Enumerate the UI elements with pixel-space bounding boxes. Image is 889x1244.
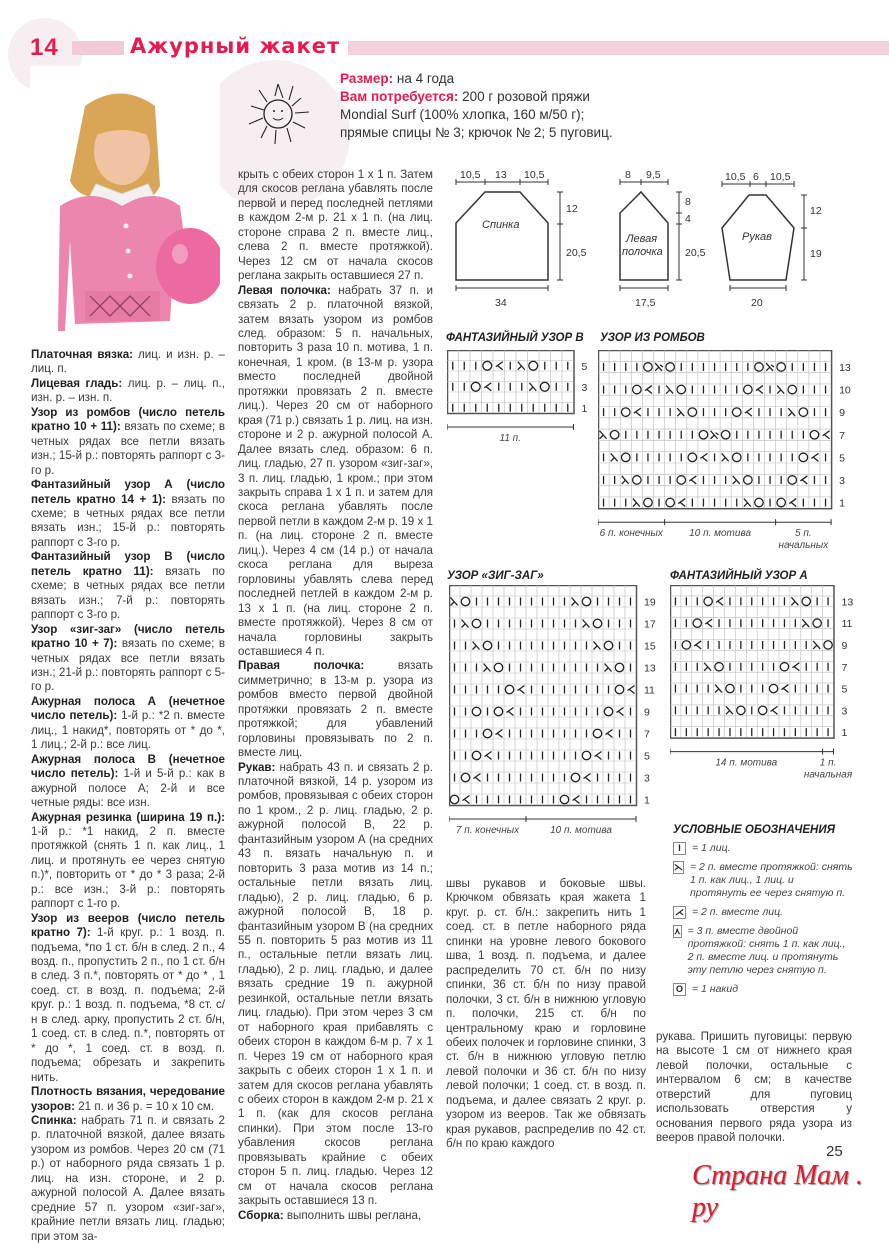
paragraph-text: лиц. р. – лиц. п., изн. р. – изн. п. (31, 376, 225, 405)
paragraph-heading: Ажурная полоса А (нечетное число петель): (31, 694, 225, 723)
svg-text:10 п. мотива: 10 п. мотива (550, 825, 612, 836)
instruction-paragraph (238, 1209, 433, 1223)
paragraph-heading: Платочная вязка: (31, 348, 134, 361)
svg-text:17,5: 17,5 (635, 297, 656, 309)
need-value: 200 г розовой пряжи (462, 89, 590, 104)
svg-text:1: 1 (841, 727, 848, 740)
legend-text: = 1 накид (692, 983, 739, 995)
svg-text:20: 20 (751, 297, 763, 309)
instructions-column-2 (238, 168, 433, 1223)
svg-text:5: 5 (839, 452, 845, 465)
knit-stitch-icon: I (673, 842, 686, 855)
paragraph-text: крыть с обеих сторон 1 х 1 п. Затем для скосов реглана убавлять после первой и перед последней петлями в каждом 2-м р. 21 х 1 п. (на лиц. стороне справа 2 п. вместе лиц., слева 2 п. вместе протяжкой). Через 12 см от начала скосов реглана закрыть оставшиеся 27 п. (238, 168, 433, 283)
paragraph-heading: Плотность вязания, чередование узоров: (31, 1085, 225, 1113)
instruction-paragraph (31, 348, 225, 377)
instruction-paragraph (31, 623, 225, 695)
instruction-paragraph (656, 1030, 852, 1146)
chart-fantasy-b (447, 350, 604, 466)
svg-text:9,5: 9,5 (646, 169, 661, 181)
legend-item (673, 925, 853, 977)
paragraph-text: 1-й р.: *2 п. вместе лиц., 1 накид*, повторять от * до *, 1 лиц.; 2-й р.: все лиц. (31, 709, 225, 752)
paragraph-text: швы рукавов и боковые швы. Крючком обвязать края жакета 1 круг. р. ст. б/н.: закрепить нить 1 соед. ст. в петле наборного ряда спинки на уровне левого бокового шва, 1 возд. п. подъема, и далее распределить 70 ст. б/н по низу спинки, 36 ст. б/н по низу правой полочки, 3 ст. б/н в нижнюю угловую п. полочки, 215 ст. б/н по центральному краю и горловине обеих полочек и горловине спинки, 3 ст. б/н в нижнюю угловую петлю левой полочки и 36 ст. б/н по низу левой полочки; 1 соед. ст. в возд. п. подъема, и далее связать 2 круг. р. узором из вееров. Так же обвязать края рукавов, распределив по 42 ст. б/н по краю каждого (446, 877, 646, 1151)
paragraph-heading: Ажурная резинка (ширина 19 п.): (31, 810, 225, 824)
instruction-paragraph (31, 753, 225, 811)
project-number: 14 (30, 34, 59, 61)
legend-text: = 1 лиц. (692, 842, 731, 854)
watermark: Страна Мам . ру (692, 1160, 863, 1223)
chart-fantasy-a (670, 585, 864, 791)
svg-text:13: 13 (495, 169, 507, 181)
instruction-paragraph (31, 695, 225, 753)
svg-text:9: 9 (644, 706, 650, 719)
paragraph-heading: Лицевая гладь: (31, 376, 123, 390)
svg-text:Рукав: Рукав (742, 231, 772, 243)
svg-text:6: 6 (753, 171, 759, 183)
svg-text:3: 3 (644, 772, 650, 785)
paragraph-text: лиц. и изн. р. – лиц. п. (31, 348, 226, 376)
paragraph-text: 1-й р.: *1 накид, 2 п. вместе протяжкой (снять 1 п. как лиц., 1 лиц. и протянуть ее через снятую п.)*, повторить от * до * 3 раза; 2-й р.: все изн.; 3-й р.: повторять раппорт с 1-го р. (31, 824, 225, 911)
paragraph-heading: Сборка: (238, 1208, 284, 1222)
paragraph-text: набрать 71 п. и связать 2 р. платочной вязкой, далее вязать узором из ромбов. Через 20 см (71 р.) от наборного ряда связать 1 р. лиц. на изн. стороне, и 2 р. ажурной полосой А. Далее вязать средние 57 п. узором «зиг-заг», крайние петли вязать лиц. гладью; при этом за- (31, 1114, 225, 1243)
svg-text:9: 9 (841, 639, 848, 652)
paragraph-heading: Правая полочка: (238, 659, 365, 673)
legend-title: УСЛОВНЫЕ ОБОЗНАЧЕНИЯ (673, 824, 835, 836)
paragraph-text: набрать 43 п. и связать 2 р. платочной вязкой, 14 р. узором из ромбов, провязывая с обеих сторон по 1 кром., 2 р. лиц. гладью, 2 р. ажурной полосой В, 22 р. фантазийным узором А (на средних 43 п. вязать начальную п. и повторить 3 раза мотив из 14 п.; остальные петли вязать лиц. гладью), 2 р. лиц. гладью, 6 р. ажурной полосой В, 18 р. фантазийным узором В (на средних 55 п. повторить 5 раз мотив из 11 п., остальные петли вязать лиц. гладью), 2 р. лиц. гладью, и далее вязать средние 19 п. ажурной резинкой, остальные петли вязать лиц. гладью). При этом через 3 см от наборного края прибавлять с обеих сторон в каждом 6-м р. 7 х 1 п. Через 19 см от наборного края закрыть с обеих сторон 1 х 1 п. и затем для скосов реглана убавлять с обеих сторон в каждом 2-м р. 21 х 1 п. (как для скосов реглана спинки). При этом после 13-го убавления скосов реглана провязывать крайние с обеих сторон 5 п. лиц. гладью. Через 12 см от начала скосов реглана закрыть оставшиеся 13 п. (238, 760, 433, 1208)
svg-text:13: 13 (841, 596, 854, 609)
paragraph-heading: Узор из ромбов (число петель кратно 10 + 11): (31, 405, 225, 434)
svg-text:Спинка: Спинка (482, 219, 520, 231)
svg-text:10,5: 10,5 (725, 171, 746, 183)
svg-text:7: 7 (644, 728, 650, 741)
yarn-over-icon: O (673, 983, 686, 996)
header-band (72, 41, 124, 55)
header-band (348, 41, 889, 55)
svg-text:10: 10 (839, 384, 851, 397)
paragraph-text: выполнить швы реглана, (283, 1208, 422, 1222)
legend-text: = 3 п. вместе двойной протяжкой: снять 1 п. как лиц., 2 п. вместе лиц. и протянуть эту петлю через снятую п. (687, 925, 846, 976)
ssk-icon: ⋋ (674, 862, 683, 872)
tools-line: прямые спицы № 3; крючок № 2; 5 пуговиц. (340, 125, 613, 140)
legend-list (673, 842, 853, 1002)
instruction-paragraph (31, 478, 225, 550)
svg-text:8: 8 (625, 169, 631, 181)
legend-text: = 2 п. вместе протяжкой: снять 1 п. как лиц., 1 лиц. и протянуть ее через снятую п. (690, 861, 853, 899)
page-title: Ажурный жакет (130, 34, 341, 58)
legend-item (673, 842, 853, 855)
svg-text:8: 8 (685, 196, 691, 208)
materials-block (340, 70, 613, 142)
svg-text:13: 13 (839, 361, 851, 374)
paragraph-heading: Спинка: (31, 1114, 77, 1128)
svg-text:Левая: Левая (626, 233, 658, 245)
svg-text:20,5: 20,5 (685, 247, 706, 259)
svg-text:11: 11 (841, 618, 853, 631)
svg-text:1 п.: 1 п. (819, 757, 837, 769)
paragraph-text: набрать 37 п. и связать 2 р. платочной вязкой, затем вязать узором из ромбов след. образом: 5 п. начальных, повторить 3 раза 10 п. мотива, 1 п. конечная, 1 кром. (в 13-м р. узора вместо последней двойной протяжки провязать 2 п. вместе лиц.). Через 20 см от наборного края (71 р.) связать 1 р. лиц. на изн. стороне и 2 р. ажурной полосой А. Далее вязать след. образом: 6 п. лиц. гладью, 27 п. узором «зиг-заг», 3 п. лиц. гладью, 1 кром.; при этом закрыть справа 1 х 1 п. и затем для скоса реглана убавлять после первой петли в каждом 2-м р. 19 х 1 п. (на лиц. стороне 2 п. вместе лиц.). Через 4 см (14 р.) от начала скоса реглана для выреза горловины убавлять слева перед последней петлей в каждом 2-м р. 13 х 1 п. (на лиц. стороне 2 п. вместе протяжкой). Через 8 см от начала горловины закрыть оставшиеся 4 п. (238, 283, 433, 658)
svg-text:7: 7 (841, 661, 848, 674)
sun-icon (243, 78, 313, 148)
paragraph-text: вязать симметрично; в 13-м р. узора из ромбов вместо первой двойной протяжки провязать 2 п. вместе протяжкой; для убавлений горловины провязывать по 2 п. вместе лиц. (238, 659, 433, 760)
svg-text:3: 3 (839, 474, 845, 487)
legend-item (673, 983, 853, 996)
chart-zigzag (449, 585, 666, 858)
legend-item (673, 861, 853, 900)
svg-text:3: 3 (841, 705, 848, 718)
instruction-paragraph (31, 811, 225, 912)
svg-text:10 п. мотива: 10 п. мотива (689, 528, 752, 540)
paragraph-heading: Узор «зиг-заг» (число петель кратно 10 + 7): (31, 622, 225, 651)
paragraph-heading: Левая полочка: (238, 283, 331, 297)
instruction-paragraph (31, 377, 225, 406)
paragraph-text: 21 п. и 36 р. = 10 х 10 см. (75, 1099, 215, 1113)
instruction-paragraph (238, 761, 433, 1209)
instructions-column-4 (656, 1030, 852, 1146)
chart-title-fantasy-a: ФАНТАЗИЙНЫЙ УЗОР А (670, 570, 808, 582)
svg-text:1: 1 (839, 497, 845, 510)
svg-text:5: 5 (841, 683, 848, 696)
svg-text:4: 4 (685, 213, 691, 225)
instructions-column-3 (446, 877, 646, 1152)
paragraph-text: 1-й круг. р.: 1 возд. п. подъема, *по 1 ст. б/н в след. 2 п., 4 возд. п., пропустить 2 п., по 1 ст. б/н в след. 3 п.*, повторять от * до * , 1 соед. ст. в возд. п. подъема; 2-й круг. р.: 1 возд. п. подъема, *8 ст. с/н в след. арку, пропустить 2 ст. б/н, 1 соед. ст. в след. п.*, повторять от * до *, 1 соед. ст. в возд. п. подъема; обрезать и закрепить нить. (31, 926, 225, 1084)
instruction-paragraph (31, 912, 225, 1085)
svg-text:17: 17 (644, 618, 656, 631)
instruction-paragraph (31, 550, 225, 622)
svg-text:5: 5 (644, 750, 650, 763)
need-label: Вам потребуется: (340, 89, 459, 104)
instruction-paragraph (31, 1085, 225, 1114)
svg-text:15: 15 (644, 640, 656, 653)
legend-item (673, 906, 853, 919)
page-number: 25 (826, 1143, 843, 1160)
paragraph-text: вязать по схеме; в четных рядах все петли вязать изн.; 15-й р.: повторять раппорт с 3-го р. (31, 420, 225, 477)
svg-text:11: 11 (644, 684, 655, 697)
paragraph-heading: Фантазийный узор А (число петель кратно 14 + 1): (31, 478, 225, 506)
paragraph-text: рукава. Пришить пуговицы: первую на высоте 1 см от нижнего края левой полочки, остальные с интервалом 6 см; в качестве отверстий для пуговиц использовать отверстия у основания первого ряда узора из вееров правой полочки. (656, 1030, 852, 1145)
svg-text:начальная: начальная (803, 769, 853, 781)
instruction-paragraph (238, 659, 433, 760)
instructions-column-1 (31, 348, 225, 1244)
paragraph-text: вязать по схеме; в четных рядах все петли вязать изн.; 15-й р.: повторять раппорт с 3-го р. (31, 492, 225, 549)
svg-text:19: 19 (644, 596, 656, 609)
svg-text:20,5: 20,5 (566, 247, 587, 259)
paragraph-text: вязать по схеме; в четных рядах все петли вязать изн.; 7-й р.: повторять раппорт с 3-го р. (31, 564, 225, 622)
svg-text:1: 1 (644, 794, 650, 807)
chart-title-fantasy-b: ФАНТАЗИЙНЫЙ УЗОР В (446, 332, 584, 344)
svg-text:7 п. конечных: 7 п. конечных (455, 825, 520, 836)
svg-text:10,5: 10,5 (770, 171, 791, 183)
chart-title-zigzag: УЗОР «ЗИГ-ЗАГ» (447, 570, 544, 582)
svg-text:13: 13 (644, 662, 656, 675)
paragraph-heading: Узор из вееров (число петель кратно 7): (31, 911, 225, 940)
instruction-paragraph (31, 1114, 225, 1244)
svg-text:12: 12 (566, 203, 578, 215)
svg-text:5: 5 (581, 360, 588, 373)
svg-text:19: 19 (810, 248, 822, 260)
size-value: на 4 года (396, 71, 455, 86)
size-label: Размер: (340, 71, 394, 86)
legend-text: = 2 п. вместе лиц. (692, 906, 784, 918)
svg-text:начальных: начальных (778, 540, 829, 552)
svg-text:9: 9 (839, 407, 845, 420)
k2tog-icon: ⋌ (675, 907, 684, 917)
dim-label: 10,5 (460, 169, 481, 181)
svg-text:6 п. конечных: 6 п. конечных (599, 528, 663, 540)
svg-text:7: 7 (839, 429, 845, 442)
paragraph-heading: Рукав: (238, 760, 276, 774)
svg-text:5 п.: 5 п. (795, 528, 812, 540)
instruction-paragraph (238, 284, 433, 660)
svg-text:1: 1 (581, 402, 588, 415)
svg-text:полочка: полочка (622, 246, 663, 258)
paragraph-text: вязать по схеме; в четных рядах все петли вязать изн.; 21-й р.: повторять раппорт с 5-го р. (31, 637, 225, 694)
paragraph-text: 1-й и 5-й р.: как в ажурной полосе А; 2-й и все четные ряды: все изн. (31, 767, 225, 810)
chart-title-rhombus: УЗОР ИЗ РОМБОВ (600, 332, 705, 344)
schematic-pieces (440, 160, 880, 320)
svg-text:11 п.: 11 п. (499, 433, 521, 444)
svg-text:12: 12 (810, 205, 822, 217)
sk2p-icon: ⋏ (674, 926, 681, 936)
svg-text:34: 34 (495, 297, 507, 309)
svg-text:3: 3 (581, 381, 588, 394)
yarn-line: Mondial Surf (100% хлопка, 160 м/50 г); (340, 107, 585, 122)
instruction-paragraph (446, 877, 646, 1152)
svg-text:14 п. мотива: 14 п. мотива (715, 757, 778, 769)
instruction-paragraph (238, 168, 433, 284)
chart-rhombus (598, 350, 861, 561)
instruction-paragraph (31, 406, 225, 478)
paragraph-heading: Фантазийный узор В (число петель кратно 11): (31, 550, 225, 578)
svg-text:10,5: 10,5 (524, 169, 545, 181)
model-photo (30, 66, 220, 336)
paragraph-heading: Ажурная полоса В (нечетное число петель): (31, 752, 225, 781)
